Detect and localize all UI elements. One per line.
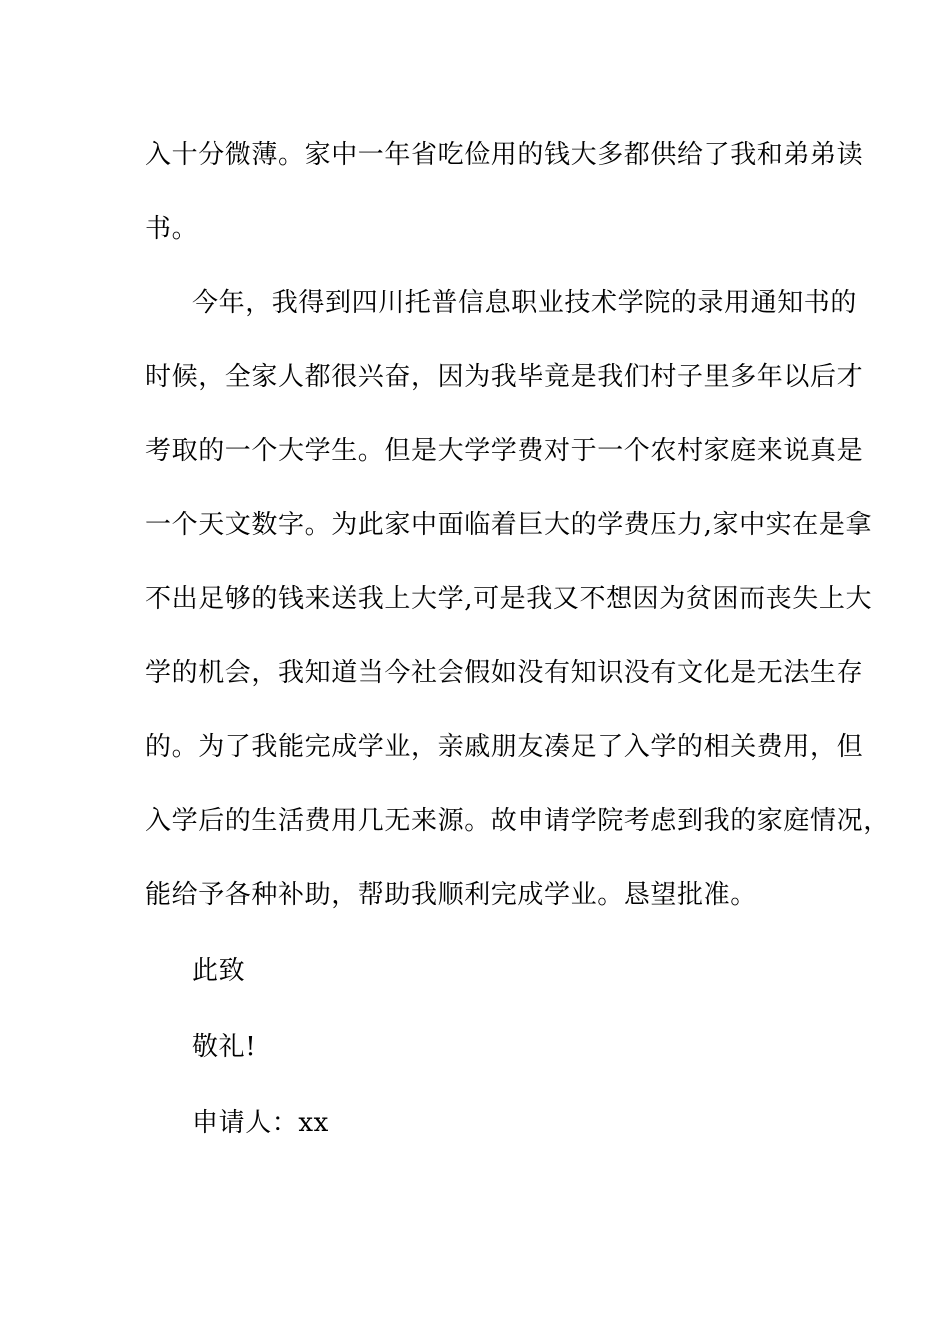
body-text-line: 考取的一个大学生。但是大学学费对于一个农村家庭来说真是 (145, 436, 864, 466)
body-text-line: 能给予各种补助，帮助我顺利完成学业。恳望批准。 (145, 880, 757, 910)
body-text-line: 入学后的生活费用几无来源。故申请学院考虑到我的家庭情况， (145, 806, 890, 836)
body-text-line: 学的机会，我知道当今社会假如没有知识没有文化是无法生存 (145, 658, 864, 688)
body-text-line: 不出足够的钱来送我上大学,可是我又不想因为贫困而丧失上大 (145, 584, 873, 614)
body-text-line: 入十分微薄。家中一年省吃俭用的钱大多都供给了我和弟弟读 (145, 140, 864, 170)
body-text-line: 时候，全家人都很兴奋，因为我毕竟是我们村子里多年以后才 (145, 362, 864, 392)
body-text-line: 一个天文数字。为此家中面临着巨大的学费压力,家中实在是拿 (145, 510, 873, 540)
body-text-line: 的。为了我能完成学业，亲戚朋友凑足了入学的相关费用，但 (145, 732, 864, 762)
applicant-signature: 申请人：xx (192, 1108, 329, 1138)
paragraph-start-line: 今年，我得到四川托普信息职业技术学院的录用通知书的 (192, 288, 858, 318)
closing-salutation: 此致 (192, 956, 246, 986)
body-text-line: 书。 (145, 214, 199, 244)
closing-regards: 敬礼! (192, 1032, 257, 1062)
